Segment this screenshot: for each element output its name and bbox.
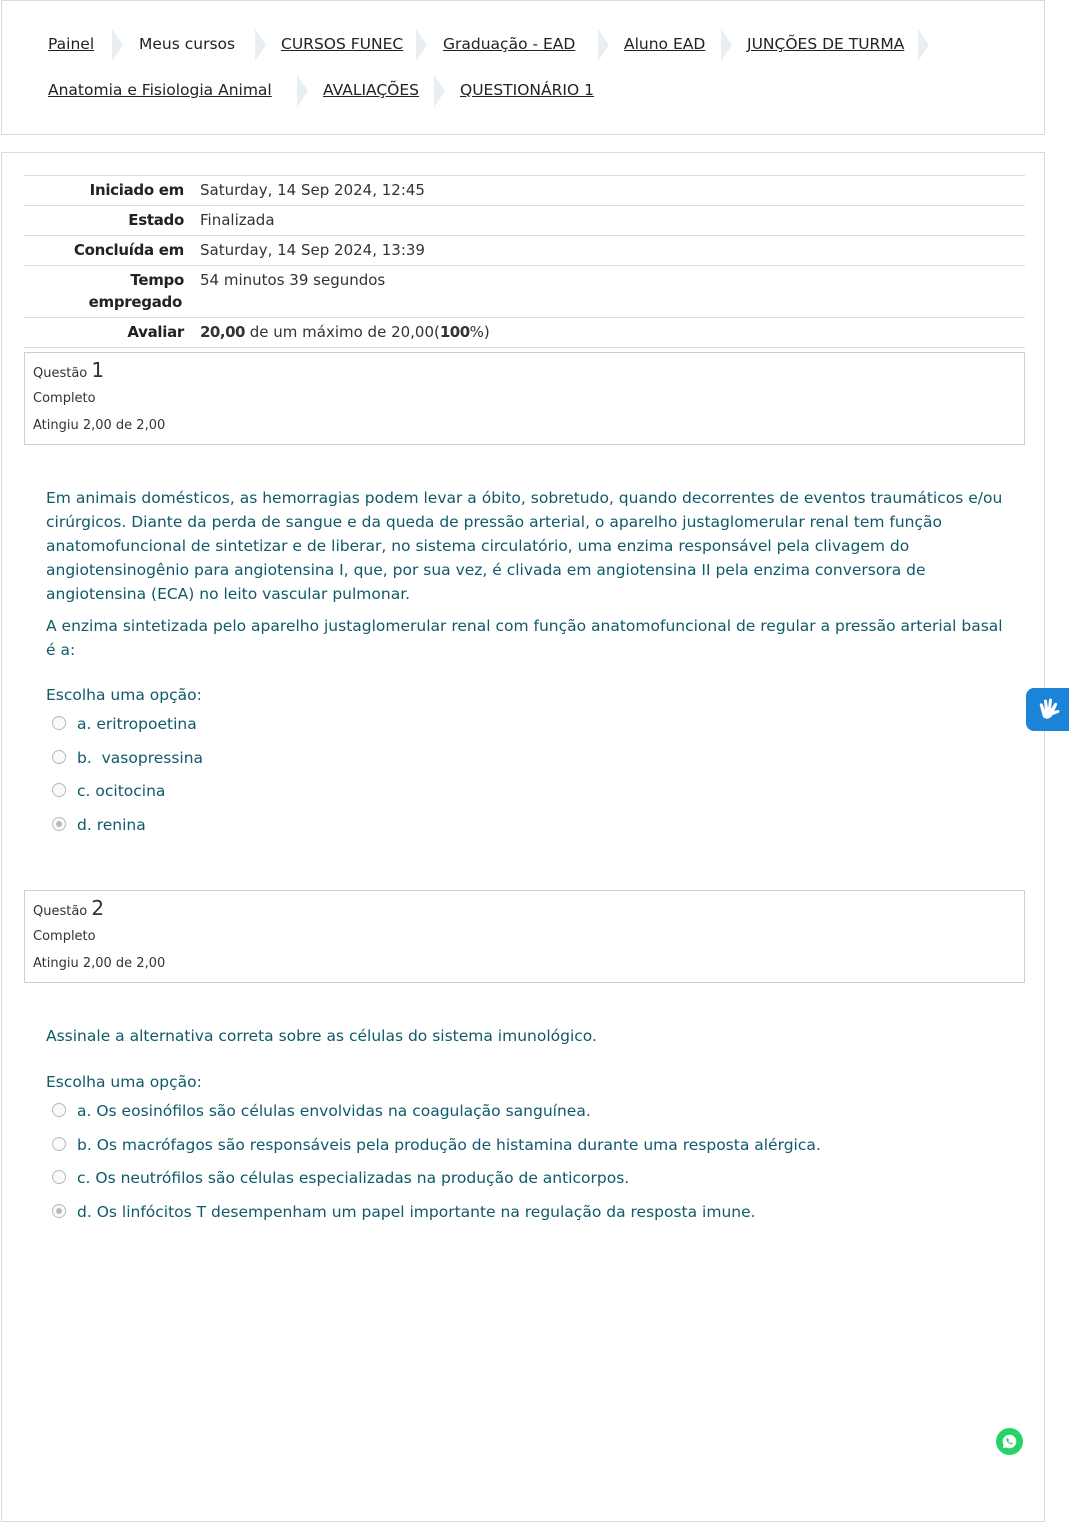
breadcrumb-separator — [112, 29, 123, 61]
summary-row — [24, 206, 1025, 236]
breadcrumb-meus-cursos[interactable]: Meus cursos — [139, 35, 236, 53]
breadcrumb — [2, 35, 1042, 99]
breadcrumb-aluno-ead[interactable]: Aluno EAD — [624, 35, 706, 53]
option-label: a. eritropoetina — [77, 715, 197, 733]
question-2-text — [46, 1024, 1006, 1056]
q2-option-b[interactable] — [52, 1136, 821, 1154]
option-label: c. Os neutrófilos são células especializadas na produção de anticorpos. — [77, 1169, 630, 1187]
breadcrumb-cursos-funec[interactable]: CURSOS FUNEC — [281, 35, 404, 53]
breadcrumb-separator — [598, 29, 609, 61]
grade-percent: 100 — [439, 323, 470, 341]
radio-icon[interactable] — [52, 750, 66, 764]
whatsapp-icon — [1001, 1433, 1018, 1450]
radio-icon[interactable] — [52, 783, 66, 797]
grade-score: 20,00 — [200, 323, 245, 341]
radio-icon[interactable] — [52, 1103, 66, 1117]
q1-option-a[interactable] — [52, 715, 197, 733]
started-value: Saturday, 14 Sep 2024, 12:45 — [192, 176, 1025, 206]
question-number — [33, 358, 104, 382]
question-grade: Atingiu 2,00 de 2,00 — [33, 956, 166, 971]
whatsapp-button[interactable] — [996, 1428, 1023, 1455]
breadcrumb-avaliacoes[interactable]: AVALIAÇÕES — [323, 81, 420, 99]
question-label: Questão — [33, 904, 88, 919]
question-number — [33, 896, 104, 920]
q2-option-d[interactable] — [52, 1203, 756, 1221]
breadcrumb-questionario-1[interactable]: QUESTIONÁRIO 1 — [460, 81, 594, 99]
attempt-summary-table — [24, 175, 1025, 348]
grade-value — [192, 318, 1025, 348]
summary-row — [24, 236, 1025, 266]
state-value: Finalizada — [192, 206, 1025, 236]
option-label: d. Os linfócitos T desempenham um papel importante na regulação da resposta imune. — [77, 1203, 756, 1221]
question-status: Completo — [33, 929, 96, 944]
question-number-value: 2 — [91, 896, 105, 920]
question-paragraph: A enzima sintetizada pelo aparelho justaglomerular renal com função anatomofuncional de regular a pressão arterial basal é a: — [46, 617, 1003, 659]
summary-row — [24, 176, 1025, 206]
question-1-prompt: Escolha uma opção: — [46, 686, 202, 704]
q1-option-b[interactable] — [52, 749, 203, 767]
breadcrumb-painel[interactable]: Painel — [48, 35, 95, 53]
question-number-value: 1 — [91, 358, 105, 382]
time-label-line2: empregado — [88, 293, 182, 311]
q1-option-c[interactable] — [52, 782, 165, 800]
question-status: Completo — [33, 391, 96, 406]
breadcrumb-separator — [721, 29, 732, 61]
q2-option-a[interactable] — [52, 1102, 591, 1120]
sign-language-icon — [1034, 696, 1062, 724]
question-1-text — [46, 486, 1006, 670]
radio-icon[interactable] — [52, 716, 66, 730]
sign-language-widget[interactable] — [1026, 688, 1069, 731]
time-label-line1: Tempo — [130, 271, 184, 289]
question-label: Questão — [33, 366, 88, 381]
breadcrumb-separator — [297, 75, 308, 107]
quiz-review-panel — [1, 152, 1045, 1522]
breadcrumb-panel — [1, 0, 1045, 135]
summary-row — [24, 318, 1025, 348]
breadcrumb-separator — [255, 29, 266, 61]
grade-label: Avaliar — [24, 318, 192, 348]
option-label: d. renina — [77, 816, 146, 834]
question-2-info — [24, 890, 1025, 983]
completed-label: Concluída em — [24, 236, 192, 266]
time-label — [24, 266, 192, 318]
started-label: Iniciado em — [24, 176, 192, 206]
question-2-prompt: Escolha uma opção: — [46, 1073, 202, 1091]
completed-value: Saturday, 14 Sep 2024, 13:39 — [192, 236, 1025, 266]
question-grade: Atingiu 2,00 de 2,00 — [33, 418, 166, 433]
breadcrumb-separator — [416, 29, 427, 61]
grade-mid: de um máximo de 20,00( — [249, 323, 440, 341]
radio-selected-icon[interactable] — [52, 817, 66, 831]
breadcrumb-anatomia[interactable]: Anatomia e Fisiologia Animal — [48, 81, 272, 99]
q1-option-d[interactable] — [52, 816, 146, 834]
q2-option-c[interactable] — [52, 1169, 629, 1187]
radio-icon[interactable] — [52, 1137, 66, 1151]
question-paragraph: Em animais domésticos, as hemorragias podem levar a óbito, sobretudo, quando decorrentes de eventos traumáticos e/ou cirúrgicos. Diante da perda de sangue e da queda de pressão arterial, o aparelho justaglomerular renal tem função anatomofuncional de sintetizar e de liberar, no sistema circulatório, uma enzima responsável pela clivagem do angiotensinogênio para angiotensina I, que, por sua vez, é clivada em angiotensina II pela enzima conversora de angiotensina (ECA) no leito vascular pulmonar. — [46, 489, 1003, 603]
question-paragraph: Assinale a alternativa correta sobre as células do sistema imunológico. — [46, 1027, 597, 1045]
radio-icon[interactable] — [52, 1170, 66, 1184]
option-label: b. Os macrófagos são responsáveis pela produção de histamina durante uma resposta alérgica. — [77, 1136, 821, 1154]
breadcrumb-separator — [918, 29, 929, 61]
question-1-info — [24, 352, 1025, 445]
summary-row — [24, 266, 1025, 318]
time-value: 54 minutos 39 segundos — [192, 266, 1025, 318]
breadcrumb-graduacao-ead[interactable]: Graduação - EAD — [443, 35, 576, 53]
breadcrumb-juncoes-de-turma[interactable]: JUNÇÕES DE TURMA — [747, 35, 905, 53]
option-label: b. vasopressina — [77, 749, 204, 767]
radio-selected-icon[interactable] — [52, 1204, 66, 1218]
option-label: c. ocitocina — [77, 782, 166, 800]
breadcrumb-separator — [434, 75, 445, 107]
option-label: a. Os eosinófilos são células envolvidas na coagulação sanguínea. — [77, 1102, 591, 1120]
state-label: Estado — [24, 206, 192, 236]
grade-end: %) — [469, 323, 490, 341]
